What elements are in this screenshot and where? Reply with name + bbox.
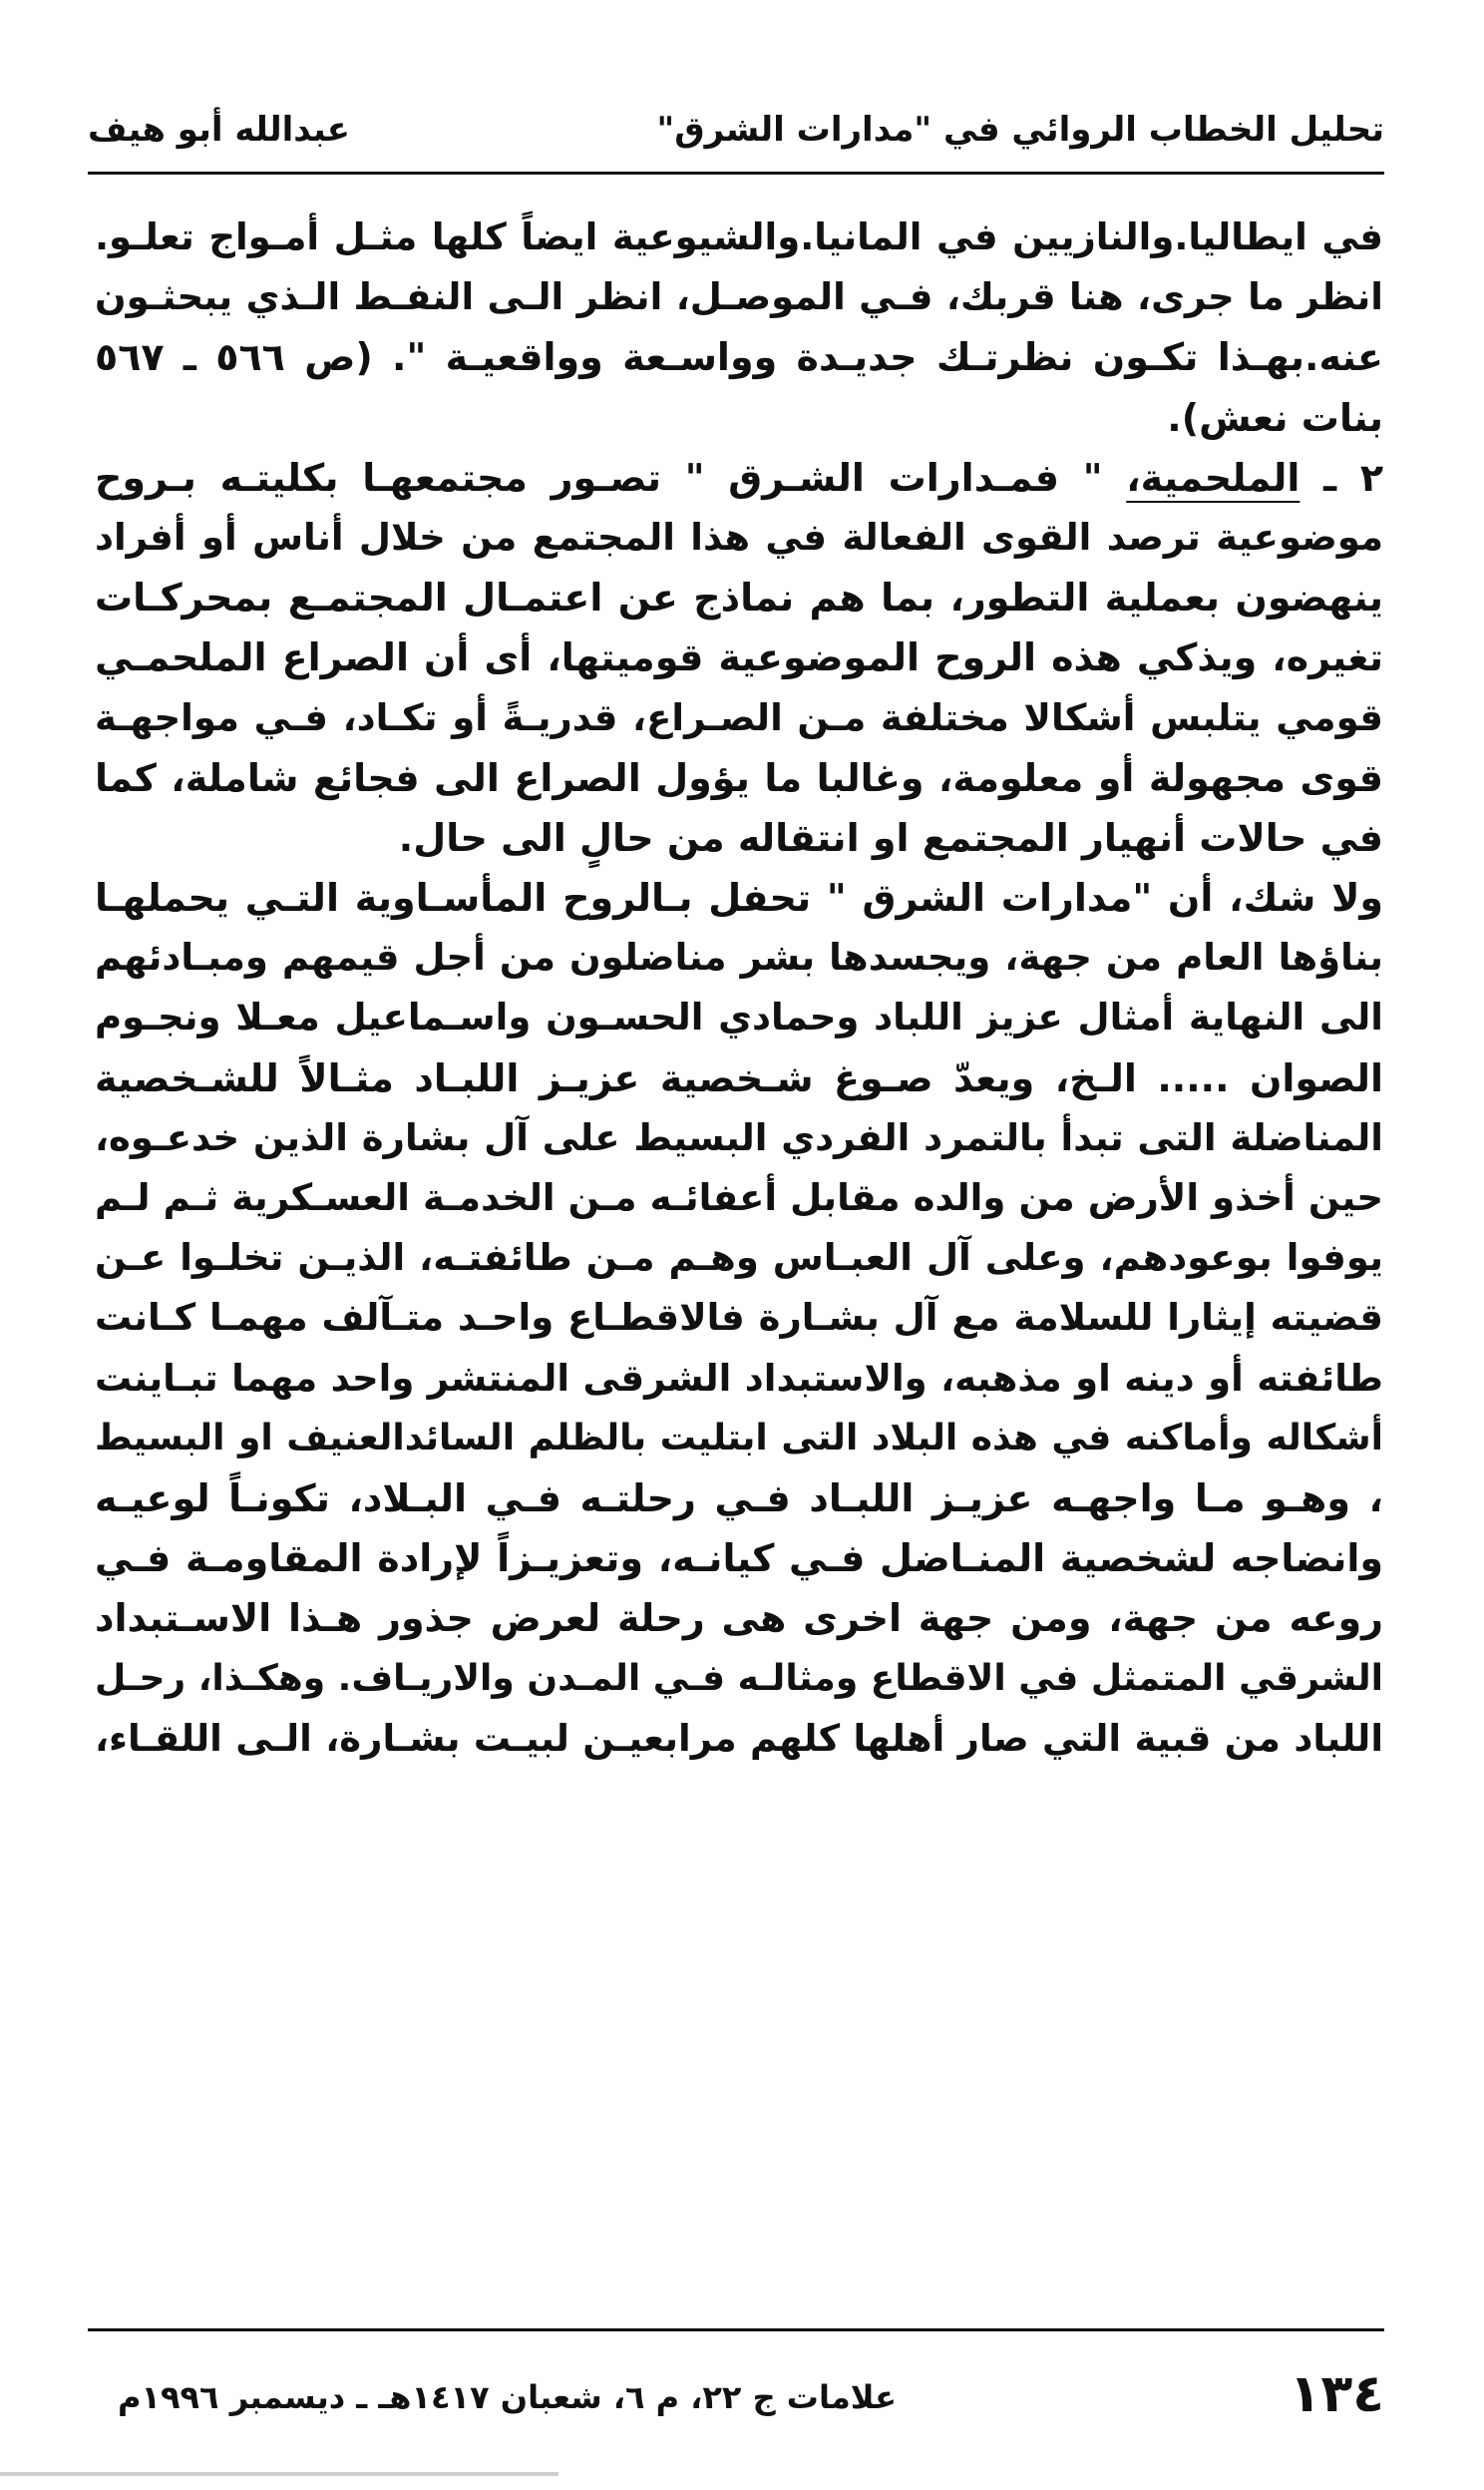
running-footer [88, 2364, 1384, 2434]
section-heading-rest: " فمـدارات الشـرق " تصـور مجتمعهـا بكليتـه بـروح [95, 455, 1103, 500]
text-line: يوفوا بوعودهم، وعلى آل العبـاس وهـم مـن طائفتـه، الذيـن تخلـوا عـن [95, 1236, 1383, 1280]
text-line: المناضلة التى تبدأ بالتمرد الفردي البسيط على آل بشارة الذين خدعـوه، [95, 1115, 1383, 1159]
body-text [95, 208, 1383, 1769]
journal-issue-info: علامات ج ٢٢، م ٦، شعبان ١٤١٧هـ ـ ديسمبر ١٩٩٦م [118, 2378, 897, 2416]
header-author-name: عبدالله أبو هيف [88, 110, 351, 150]
text-line: موضوعية ترصد القوى الفعالة في هذا المجتمع من خلال أناس أو أفراد [95, 515, 1383, 559]
text-line: بنات نعش). [1167, 395, 1383, 440]
section-heading-line [95, 448, 1383, 508]
text-line: حين أخذو الأرض من والده مقابل أعفائـه مـن الخدمـة العسـكرية ثـم لـم [95, 1176, 1383, 1219]
text-line: ينهضون بعملية التطور، بما هم نماذج عن اعتمـال المجتمـع بمحركـات [95, 576, 1383, 621]
text-line: تغيره، ويذكي هذه الروح الموضوعية قوميتها، أى أن الصراع الملحمـي [95, 635, 1383, 680]
text-line: انظر ما جرى، هنا قربك، فـي الموصـل، انظر الـى النفـط الـذي يبحثـون [95, 275, 1383, 319]
text-line: الى النهاية أمثال عزيز اللباد وحمادي الحسـون واسـماعيل معـلا ونجـوم [95, 996, 1383, 1039]
text-line: عنه.بهـذا تكـون نظرتـك جديـدة وواسـعة وواقعيـة ". (ص ٥٦٦ ـ ٥٦٧ [95, 335, 1383, 380]
text-line: ، وهـو مـا واجهـه عزيـز اللبـاد فـي رحلتـه فـي البـلاد، تكونـاً لوعيـه [95, 1475, 1383, 1520]
running-header [88, 100, 1384, 160]
text-line: قومي يتلبس أشكالا مختلفة مـن الصـراع، قدريـةً أو تكـاد، فـي مواجهـة [95, 695, 1383, 739]
header-article-title: تحليل الخطاب الروائي في "مدارات الشرق" [656, 110, 1384, 150]
text-line: الصوان ..... الـخ، ويعدّ صـوغ شـخصية عزيـز اللبـاد مثـالاً للشـخصية [95, 1055, 1383, 1100]
section-heading-word: الملحمية، [1126, 455, 1300, 500]
text-line: اللباد من قبية التي صار أهلها كلهم مرابعيـن لبيـت بشـارة، الـى اللقـاء، [95, 1716, 1383, 1760]
text-line: وانضاجه لشخصية المنـاضل فـي كيانـه، وتعزيـزاً لإرادة المقاومـة فـي [95, 1536, 1383, 1581]
text-line: الشرقي المتمثل في الاقطاع ومثالـه فـي المـدن والاريـاف. وهكـذا، رحـل [95, 1657, 1383, 1699]
text-line: روعه من جهة، ومن جهة اخرى هى رحلة لعرض جذور هـذا الاسـتبداد [95, 1596, 1383, 1641]
scan-edge-divider [0, 2472, 558, 2476]
text-line: قضيته إيثارا للسلامة مع آل بشـارة فالاقطـاع واحـد متـآلف مهمـا كـانت [95, 1296, 1383, 1340]
section-number: ٢ ـ [1323, 455, 1383, 500]
text-line: ولا شك، أن "مدارات الشرق " تحفل بـالروح المأسـاوية التـي يحملهـا [95, 876, 1383, 921]
footer-rule [88, 2328, 1384, 2331]
header-rule [88, 172, 1384, 175]
text-line: في ايطاليا.والنازيين في المانيا.والشيوعية ايضاً كلها مثـل أمـواج تعلـو. [95, 215, 1383, 258]
text-line: قوى مجهولة أو معلومة، وغالبا ما يؤول الصراع الى فجائع شاملة، كما [95, 755, 1383, 800]
text-line: أشكاله وأماكنه في هذه البلاد التى ابتليت بالظلم السائدالعنيف او البسيط [95, 1417, 1383, 1458]
page-number: ١٣٤ [1289, 2364, 1384, 2424]
text-line: طائفته أو دينه او مذهبه، والاستبداد الشرقى المنتشر واحد مهما تبـاينت [95, 1356, 1383, 1400]
text-line: في حالات أنهيار المجتمع او انتقاله من حالٍ الى حال. [398, 815, 1383, 860]
text-line: بناؤها العام من جهة، ويجسدها بشر مناضلون من أجل قيمهم ومبـادئهم [95, 936, 1383, 980]
